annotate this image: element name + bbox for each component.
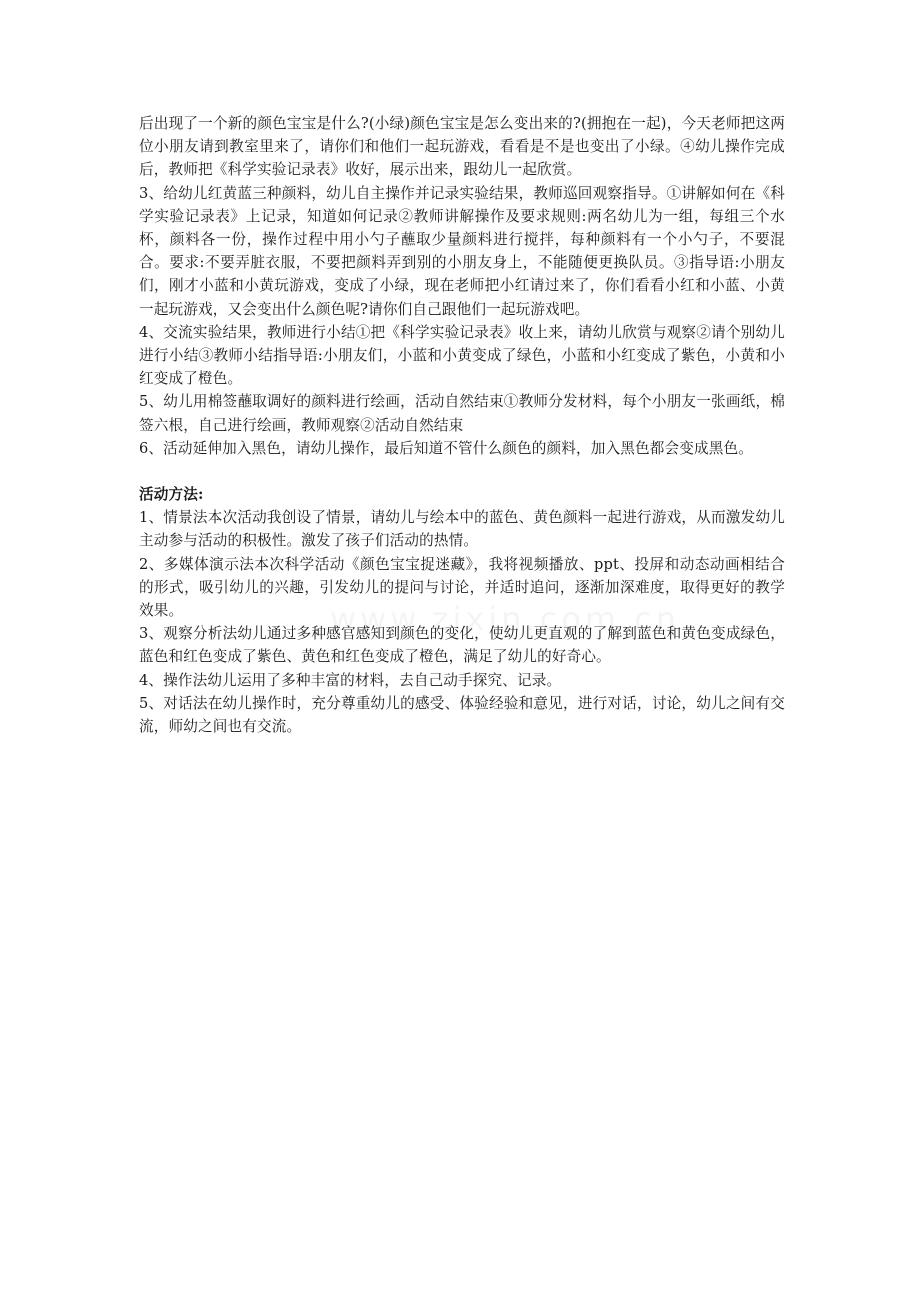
methods-heading: 活动方法: (139, 486, 204, 504)
paragraph-step-6: 6、活动延伸加入黑色，请幼儿操作，最后知道不管什么颜色的颜料，加入黑色都会变成黑色。 (139, 439, 753, 457)
method-item-2: 2、多媒体演示法本次科学活动《颜色宝宝捉迷藏》，我将视频播放、ppt、投屏和动态动画相结合的形式，吸引幼儿的兴趣，引发幼儿的提问与讨论，并适时追问，逐渐加深难度，取得更好的教学效果。 (139, 555, 785, 620)
method-item-4: 4、操作法幼儿运用了多种丰富的材料，去自己动手探究、记录。 (139, 671, 562, 689)
paragraph-step-5: 5、幼儿用棉签蘸取调好的颜料进行绘画，活动自然结束①教师分发材料，每个小朋友一张画纸，棉签六根，自己进行绘画，教师观察②活动自然结束 (139, 393, 785, 434)
paragraph-continuation: 后出现了一个新的颜色宝宝是什么?(小绿)颜色宝宝是怎么变出来的?(拥抱在一起)，今天老师把这两位小朋友请到教室里来了，请你们和他们一起玩游戏，看看是不是也变出了小绿。④幼儿操作完成后，教师把《科学实验记录表》收好，展示出来，跟幼儿一起欣赏。 (139, 115, 785, 179)
paragraph-step-4: 4、交流实验结果，教师进行小结①把《科学实验记录表》收上来，请幼儿欣赏与观察②请个别幼儿进行小结③教师小结指导语:小朋友们，小蓝和小黄变成了绿色，小蓝和小红变成了紫色，小黄和小红变成了橙色。 (139, 323, 785, 388)
method-item-5: 5、对话法在幼儿操作时，充分尊重幼儿的感受、体验经验和意见，进行对话，讨论，幼儿之间有交流，师幼之间也有交流。 (139, 694, 785, 736)
paragraph-step-3: 3、给幼儿红黄蓝三种颜料，幼儿自主操作并记录实验结果，教师巡回观察指导。①讲解如何在《科学实验记录表》上记录，知道如何记录②教师讲解操作及要求规则:两名幼儿为一组，每组三个水杯，颜料各一份，操作过程中用小勺子蘸取少量颜料进行搅拌，每种颜料有一个小勺子，不要混合。要求:不要弄脏衣服，不要把颜料弄到别的小朋友身上，不能随便更换队员。③指导语:小朋友们，刚才小蓝和小黄玩游戏，变成了小绿，现在老师把小红请过来了，你们看看小红和小蓝、小黄一起玩游戏，又会变出什么颜色呢?请你们自己跟他们一起玩游戏吧。 (139, 184, 785, 318)
method-item-3: 3、观察分析法幼儿通过多种感官感知到颜色的变化，使幼儿更直观的了解到蓝色和黄色变成绿色，蓝色和红色变成了紫色、黄色和红色变成了橙色，满足了幼儿的好奇心。 (139, 625, 785, 666)
method-item-1: 1、情景法本次活动我创设了情景，请幼儿与绘本中的蓝色、黄色颜料一起进行游戏，从而激发幼儿主动参与活动的积极性。激发了孩子们活动的热情。 (139, 509, 785, 550)
document-body (139, 112, 785, 738)
